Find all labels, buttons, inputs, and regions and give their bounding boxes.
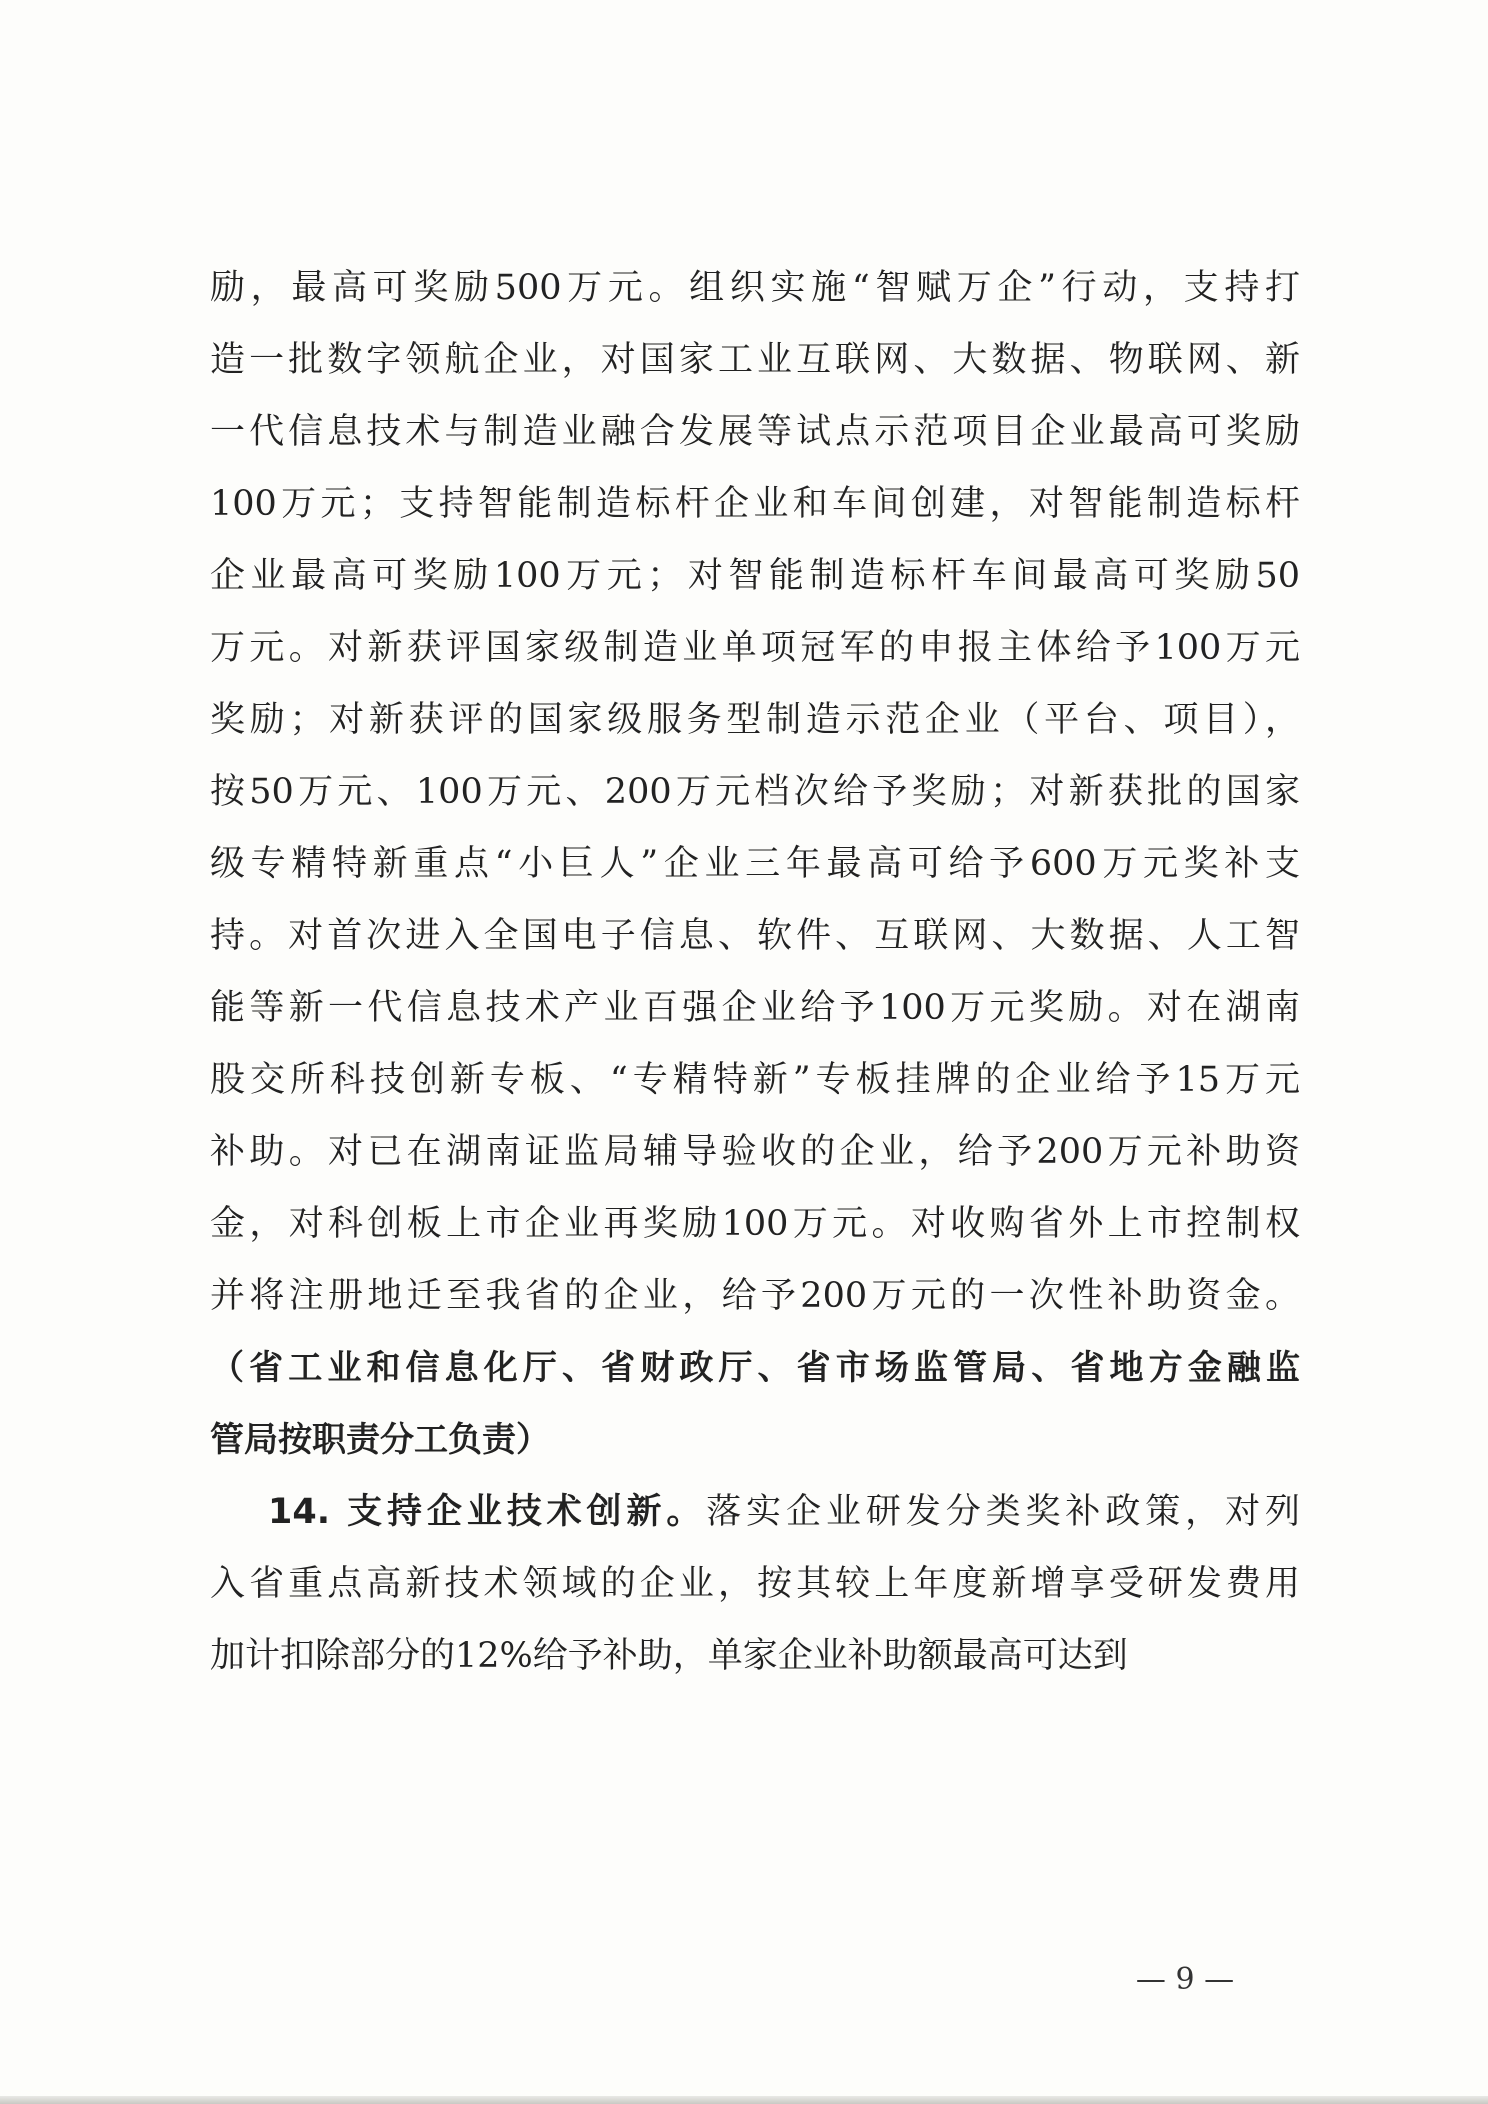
body-text <box>210 252 1300 1692</box>
text-line-13: 补助。对已在湖南证监局辅导验收的企业，给予200万元补助资 <box>210 1132 1300 1172</box>
item-14-line-3: 加计扣除部分的12%给予补助，单家企业补助额最高可达到 <box>210 1636 1128 1676</box>
item-14-first-line <box>210 1476 1300 1548</box>
text-line-3: 一代信息技术与制造业融合发展等试点示范项目企业最高可奖励 <box>210 412 1300 452</box>
text-line-6: 万元。对新获评国家级制造业单项冠军的申报主体给予100万元 <box>210 628 1300 668</box>
item-14-first-line-rest: 落实企业研发分类奖补政策，对列 <box>706 1492 1300 1532</box>
text-line-5: 企业最高可奖励100万元；对智能制造标杆车间最高可奖励50 <box>210 556 1300 596</box>
text-line-12: 股交所科技创新专板、“专精特新”专板挂牌的企业给予15万元 <box>210 1060 1300 1100</box>
item-14-line-2: 入省重点高新技术领域的企业，按其较上年度新增享受研发费用 <box>210 1564 1300 1604</box>
responsibility-line-1: （省工业和信息化厅、省财政厅、省市场监管局、省地方金融监 <box>210 1348 1300 1388</box>
item-14-heading: 14. 支持企业技术创新。 <box>268 1492 707 1532</box>
text-line-2: 造一批数字领航企业，对国家工业互联网、大数据、物联网、新 <box>210 340 1300 380</box>
text-line-9: 级专精特新重点“小巨人”企业三年最高可给予600万元奖补支 <box>210 844 1300 884</box>
page-number: — 9 — <box>1135 1962 1235 1997</box>
text-line-15: 并将注册地迁至我省的企业，给予200万元的一次性补助资金。 <box>210 1276 1300 1316</box>
text-line-10: 持。对首次进入全国电子信息、软件、互联网、大数据、人工智 <box>210 916 1300 956</box>
text-line-7: 奖励；对新获评的国家级服务型制造示范企业（平台、项目）， <box>210 700 1300 740</box>
text-line-4: 100万元；支持智能制造标杆企业和车间创建，对智能制造标杆 <box>210 484 1300 524</box>
responsibility-line-2: 管局按职责分工负责） <box>210 1420 550 1460</box>
text-line-14: 金，对科创板上市企业再奖励100万元。对收购省外上市控制权 <box>210 1204 1300 1244</box>
text-line-1: 励，最高可奖励500万元。组织实施“智赋万企”行动，支持打 <box>210 268 1300 308</box>
scan-edge <box>0 2096 1488 2104</box>
text-line-11: 能等新一代信息技术产业百强企业给予100万元奖励。对在湖南 <box>210 988 1300 1028</box>
text-line-8: 按50万元、100万元、200万元档次给予奖励；对新获批的国家 <box>210 772 1300 812</box>
